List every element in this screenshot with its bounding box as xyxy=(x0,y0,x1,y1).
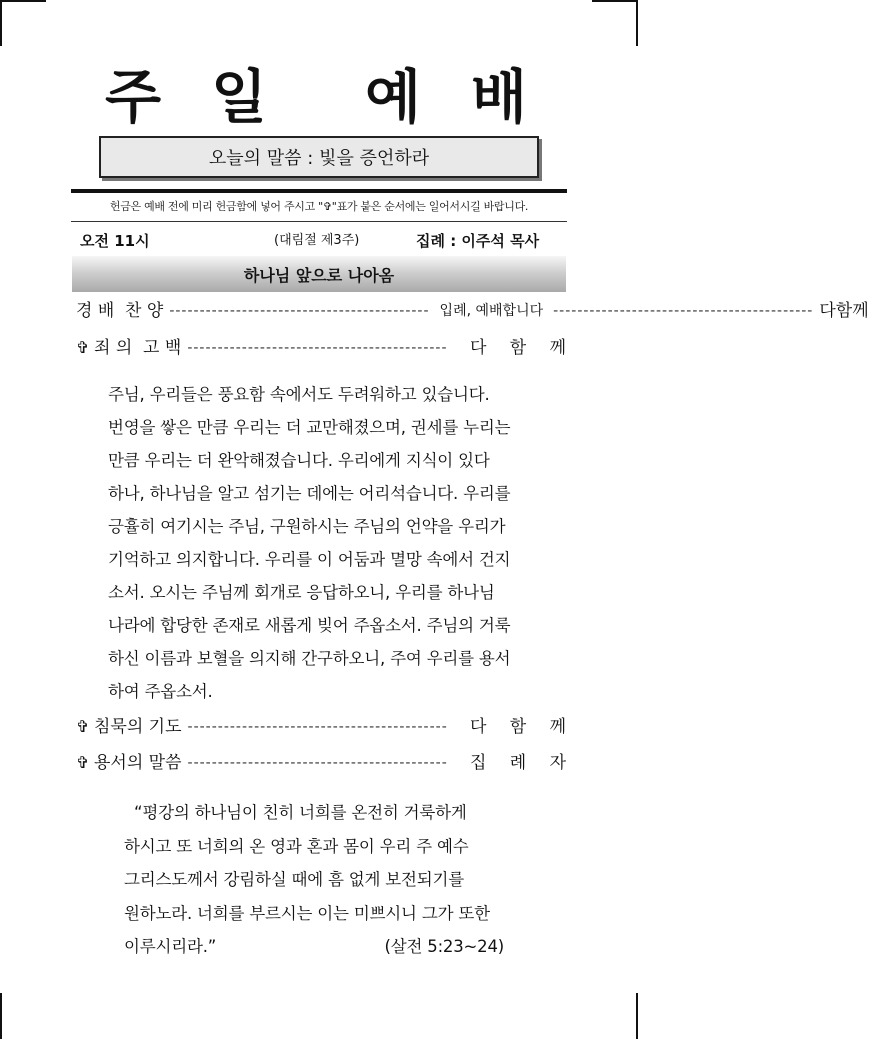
cross-icon: ✞ xyxy=(76,338,90,357)
dash-leader: ------------------------------------------- xyxy=(553,303,814,319)
prayer-line: 하나, 하나님을 알고 섬기는 데에는 어리석습니다. 우리를 xyxy=(108,484,511,503)
page-title xyxy=(0,62,638,132)
participant-char: 집 xyxy=(470,753,487,773)
participant-char: 자 xyxy=(549,753,566,773)
verse-text: 이루시리라.” xyxy=(124,937,217,956)
verse-line: “평강의 하나님이 친히 너희를 온전히 거룩하게 xyxy=(134,803,467,822)
participant-char: 함 xyxy=(509,338,527,358)
dash-leader: ------------------------------------------- xyxy=(187,340,448,356)
dash-leader: ------------------------------------------- xyxy=(187,719,448,735)
order-label: 죄 의 고 백 xyxy=(94,338,182,358)
participant-char: 다 xyxy=(470,338,487,358)
prayer-line: 기억하고 의지합니다. 우리를 이 어둠과 멸망 속에서 건지 xyxy=(108,550,511,569)
order-item xyxy=(76,750,566,776)
liturgical-week: (대림절 제3주) xyxy=(274,233,360,248)
order-participant xyxy=(470,335,566,361)
service-time: 오전 11시 xyxy=(80,232,150,250)
verse-line xyxy=(124,930,514,964)
order-item xyxy=(76,298,869,324)
order-participant xyxy=(470,714,566,740)
order-item xyxy=(76,335,566,361)
title-char: 일 xyxy=(210,63,273,131)
section-header xyxy=(72,256,566,292)
prayer-line: 만큼 우리는 더 완악해졌습니다. 우리에게 지식이 있다 xyxy=(108,451,490,470)
prayer-line: 주님, 우리들은 풍요함 속에서도 두려워하고 있습니다. xyxy=(108,385,490,404)
scripture-verse xyxy=(124,796,514,964)
participant-char: 함 xyxy=(835,301,853,321)
prayer-line: 소서. 오시는 주님께 회개로 응답하오니, 우리를 하나님 xyxy=(108,583,495,602)
offering-notice: 헌금은 예배 전에 미리 헌금함에 넣어 주시고 "✞"표가 붙은 순서에는 일어서시길 바랍니다. xyxy=(109,200,529,213)
verse-line: 원하노라. 너희를 부르시는 이는 미쁘시니 그가 또한 xyxy=(124,903,490,923)
participant-char: 다 xyxy=(819,301,836,321)
order-item xyxy=(76,714,566,740)
crop-mark xyxy=(592,0,638,2)
section-title: 하나님 앞으로 나아옴 xyxy=(243,265,395,285)
participant-char: 다 xyxy=(470,717,487,737)
title-char: 주 xyxy=(104,63,167,131)
cross-icon: ✞ xyxy=(76,753,90,772)
crop-mark xyxy=(636,993,638,1039)
sermon-title-box xyxy=(99,136,539,178)
crop-mark xyxy=(0,0,2,46)
participant-char: 께 xyxy=(852,301,869,321)
title-char: 예 xyxy=(365,63,428,131)
prayer-line: 하여 주옵소서. xyxy=(108,682,213,701)
crop-mark xyxy=(0,0,46,2)
cross-icon: ✞ xyxy=(76,717,90,736)
verse-reference: (살전 5:23~24) xyxy=(384,937,504,956)
order-note: 입례, 예배합니다 xyxy=(439,303,544,319)
participant-char: 께 xyxy=(549,338,566,358)
prayer-line: 긍휼히 여기시는 주님, 구원하시는 주님의 언약을 우리가 xyxy=(108,517,506,536)
verse-line: 하시고 또 너희의 온 영과 혼과 몸이 우리 주 예수 xyxy=(124,836,469,856)
crop-mark xyxy=(0,993,2,1039)
confession-prayer xyxy=(108,378,538,708)
officiant: 집례 : 이주석 목사 xyxy=(416,232,540,250)
prayer-line: 나라에 합당한 존재로 새롭게 빚어 주옵소서. 주님의 거룩 xyxy=(108,616,511,635)
prayer-line: 하신 이름과 보혈을 의지해 간구하오니, 주여 우리를 용서 xyxy=(108,649,511,668)
order-label: 경 배 찬 양 xyxy=(76,301,164,321)
dash-leader: ------------------------------------------- xyxy=(187,755,448,771)
order-label: 침묵의 기도 xyxy=(94,717,182,737)
divider xyxy=(71,189,567,193)
order-label: 용서의 말씀 xyxy=(94,753,182,773)
crop-mark xyxy=(636,0,638,46)
sermon-title: 오늘의 말씀 : 빛을 증언하라 xyxy=(208,148,430,169)
participant-char: 례 xyxy=(509,753,527,773)
order-participant xyxy=(819,298,868,324)
dash-leader: ------------------------------------------- xyxy=(169,303,430,319)
prayer-line: 번영을 쌓은 만큼 우리는 더 교만해졌으며, 권세를 누리는 xyxy=(108,418,511,437)
participant-char: 함 xyxy=(509,717,527,737)
verse-line: 그리스도께서 강림하실 때에 흠 없게 보전되기를 xyxy=(124,870,465,889)
title-char: 배 xyxy=(471,63,534,131)
participant-char: 께 xyxy=(549,717,566,737)
order-participant xyxy=(470,750,566,776)
divider xyxy=(71,221,567,222)
